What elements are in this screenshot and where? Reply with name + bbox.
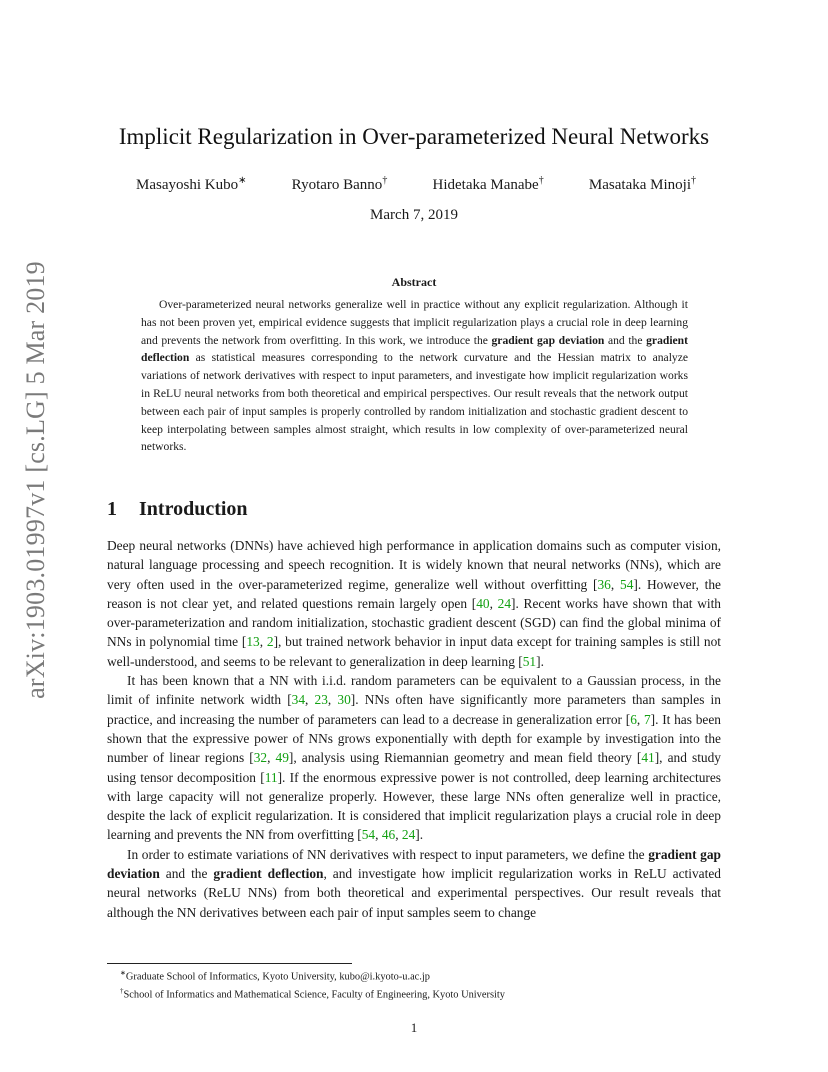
footnote: ∗Graduate School of Informatics, Kyoto University, kubo@i.kyoto-u.ac.jp bbox=[120, 969, 430, 983]
footnote-rule bbox=[107, 963, 352, 964]
author-list bbox=[136, 175, 696, 194]
citation-link[interactable]: 2 bbox=[266, 634, 274, 650]
citation-link[interactable]: 32 bbox=[253, 750, 268, 766]
citation-link[interactable]: 46 bbox=[381, 827, 396, 843]
author: Ryotaro Banno† bbox=[291, 175, 388, 193]
arxiv-id: arXiv:1903.01997v1 [cs.LG] 5 Mar 2019 bbox=[21, 261, 50, 699]
section-heading: 1 Introduction bbox=[107, 498, 248, 520]
paragraph: Deep neural networks (DNNs) have achieved high performance in application domains such as computer vision, natural language processing and speech recognition. It is widely known that neural networks (NNs), which are very often used in the over-parameterized regime, generalize well without overfitting [36, 54]. However, the reason is not clear yet, and related questions remain largely open [40, 24]. Recent works have shown that with over-parameterization and random initialization, stochastic gradient descent (SGD) can find the global minima of NNs in polynomial time [13, 2], but trained network behavior in input data except for training samples is still not well-understood, and seems to be relevant to generalization in deep learning [51]. bbox=[107, 538, 721, 669]
citation-link[interactable]: 34 bbox=[291, 692, 306, 708]
paragraph: In order to estimate variations of NN derivatives with respect to input parameters, we define the gradient gap deviation and the gradient deflection, and investigate how implicit regularization works in ReLU activated neural networks (ReLU NNs) from both theoretical and experimental perspectives. Our result reveals that although the NN derivatives between each pair of input samples seem to change bbox=[107, 846, 721, 920]
citation-link[interactable]: 24 bbox=[401, 827, 416, 843]
paper-date: March 7, 2019 bbox=[370, 207, 458, 223]
author: Masataka Minoji† bbox=[588, 175, 696, 193]
citation-link[interactable]: 54 bbox=[361, 827, 376, 843]
footnote: †School of Informatics and Mathematical Science, Faculty of Engineering, Kyoto University bbox=[120, 987, 505, 1001]
abstract-text: Over-parameterized neural networks generalize well in practice without any explicit regularization. Although it has not been proven yet, empirical evidence suggests that implicit regularization plays a crucial role in deep learning and prevents the network from overfitting. In this work, we introduce the gradient gap deviation and the gradient deflection as statistical measures corresponding to the network curvature and the Hessian matrix to analyze variations of network derivatives with respect to input parameters, and investigate how implicit regularization works in ReLU neural networks from both theoretical and empirical perspectives. Our result reveals that the network output between each pair of input samples is properly controlled by random initialization and stochastic gradient descent to keep interpolating between samples almost straight, which results in low complexity of over-parameterized neural networks. bbox=[141, 298, 688, 454]
author: Masayoshi Kubo∗ bbox=[136, 175, 247, 193]
citation-link[interactable]: 24 bbox=[497, 595, 512, 611]
citation-link[interactable]: 23 bbox=[314, 692, 328, 708]
footnotes bbox=[120, 966, 720, 1003]
citation-link[interactable]: 36 bbox=[597, 576, 611, 592]
citation-link[interactable]: 40 bbox=[476, 595, 490, 611]
citation-link[interactable]: 11 bbox=[264, 769, 278, 785]
citation-link[interactable]: 7 bbox=[643, 711, 651, 727]
abstract-heading: Abstract bbox=[391, 275, 437, 289]
citation-link[interactable]: 13 bbox=[246, 634, 260, 650]
section-body bbox=[107, 536, 721, 922]
citation-link[interactable]: 30 bbox=[337, 692, 351, 708]
arxiv-sidebar bbox=[18, 261, 54, 699]
citation-link[interactable]: 41 bbox=[641, 750, 655, 766]
paragraph: It has been known that a NN with i.i.d. random parameters can be equivalent to a Gaussian process, in the limit of infinite network width [34, 23, 30]. NNs often have significantly more parameters than samples in practice, and increasing the number of parameters can lead to a decrease in generalization error [6, 7]. It has been shown that the expressive power of NNs grows exponentially with depth for example by investigation into the number of linear regions [32, 49], analysis using Riemannian geometry and mean field theory [41], and study using tensor decomposition [11]. If the enormous expressive power is not controlled, deep learning architectures with large capacity will not generalize properly. However, these large NNs often generalize well in practice, despite the lack of explicit regularization. It is considered that implicit regularization plays a crucial role in deep learning and prevents the NN from overfitting [54, 46, 24]. bbox=[107, 673, 722, 843]
author: Hidetaka Manabe† bbox=[432, 175, 544, 193]
citation-link[interactable]: 6 bbox=[630, 711, 637, 727]
citation-link[interactable]: 49 bbox=[275, 750, 289, 766]
citation-link[interactable]: 51 bbox=[522, 653, 537, 669]
citation-link[interactable]: 54 bbox=[620, 576, 634, 592]
paper-title: Implicit Regularization in Over-parameterized Neural Networks bbox=[118, 124, 710, 149]
page-number: 1 bbox=[410, 1020, 418, 1035]
